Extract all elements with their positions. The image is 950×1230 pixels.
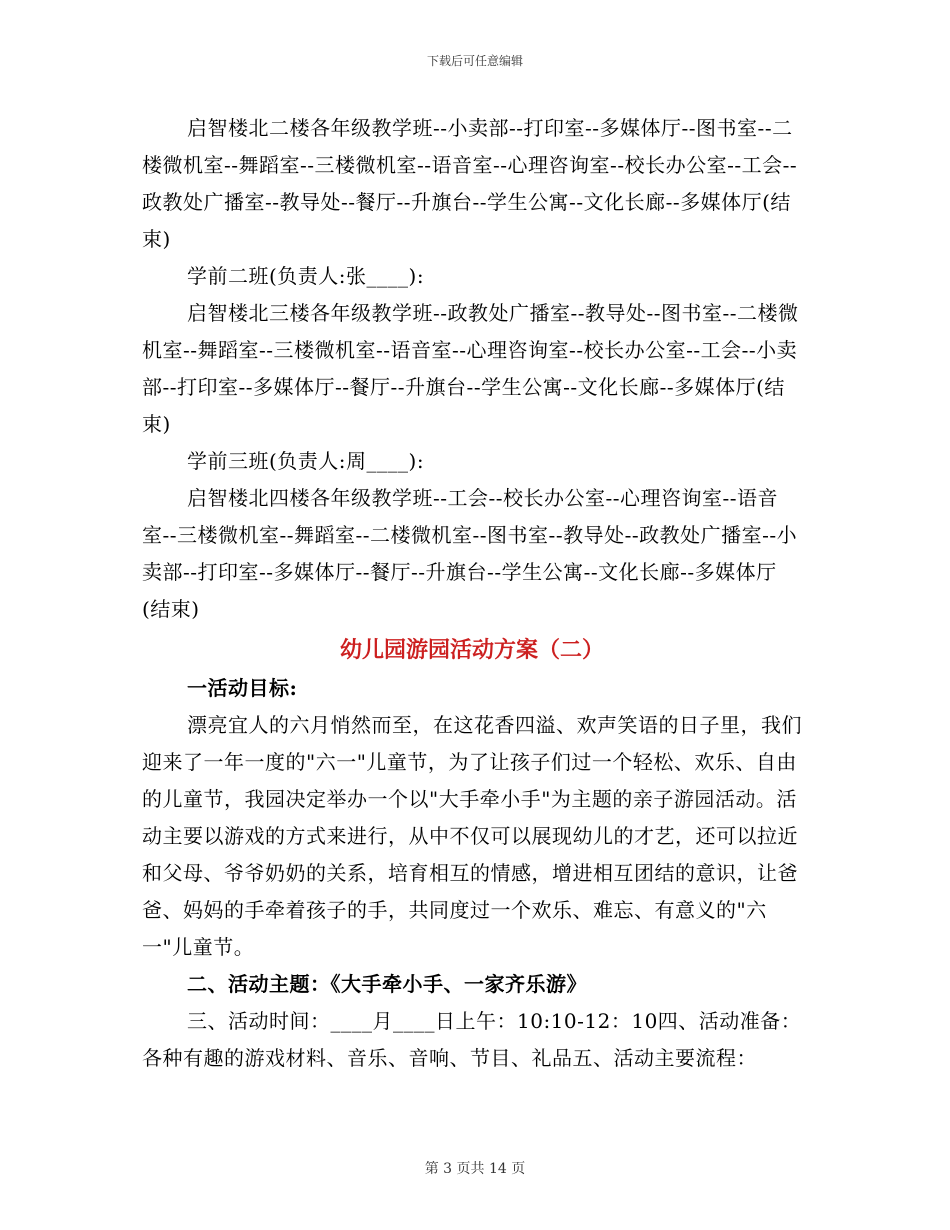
route-paragraph-3: 启智楼北四楼各年级教学班--工会--校长办公室--心理咨询室--语音室--三楼微机室--舞蹈室--二楼微机室--图书室--教导处--政教处广播室--小卖部--打印室--多媒体厅--餐厅--升旗台--学生公寓--文化长廊--多媒体厅(结束) bbox=[142, 486, 798, 621]
time-paragraph: 三、活动时间：____月____日上午：10:10-12：10四、活动准备：各种有趣的游戏材料、音乐、音响、节目、礼品五、活动主要流程： bbox=[142, 1009, 802, 1070]
goal-paragraph: 漂亮宜人的六月悄然而至，在这花香四溢、欢声笑语的日子里，我们迎来了一年一度的"六一"儿童节，为了让孩子们过一个轻松、欢乐、自由的儿童节，我园决定举办一个以"大手牵小手"为主题的亲子游园活动。活动主要以游戏的方式来进行，从中不仅可以展现幼儿的才艺，还可以拉近和父母、爷爷奶奶的关系，培育相互的情感，增进相互团结的意识，让爸爸、妈妈的手牵着孩子的手，共同度过一个欢乐、难忘、有意义的"六一"儿童节。 bbox=[142, 713, 802, 959]
class2-heading: 学前二班(负责人:张____): bbox=[187, 264, 425, 288]
route-paragraph-2: 启智楼北三楼各年级教学班--政教处广播室--教导处--图书室--二楼微机室--舞蹈室--三楼微机室--语音室--心理咨询室--校长办公室--工会--小卖部--打印室--多媒体厅--餐厅--升旗台--学生公寓--文化长廊--多媒体厅(结束) bbox=[142, 301, 799, 436]
page-header: 下载后可任意编辑 bbox=[426, 54, 523, 68]
class3-heading: 学前三班(负责人:周____): bbox=[187, 449, 425, 473]
goal-heading: 一活动目标: bbox=[187, 676, 298, 700]
route-paragraph-1: 启智楼北二楼各年级教学班--小卖部--打印室--多媒体厅--图书室--二楼微机室--舞蹈室--三楼微机室--语音室--心理咨询室--校长办公室--工会--政教处广播室--教导处--餐厅--升旗台--学生公寓--文化长廊--多媒体厅(结束) bbox=[142, 116, 798, 251]
page-footer: 第 3 页共 14 页 bbox=[424, 1161, 526, 1177]
document-body bbox=[142, 110, 802, 1077]
section-title: 幼儿园游园活动方案（二） bbox=[339, 637, 604, 663]
theme-heading: 二、活动主题：《大手牵小手、一家齐乐游》 bbox=[187, 972, 587, 996]
